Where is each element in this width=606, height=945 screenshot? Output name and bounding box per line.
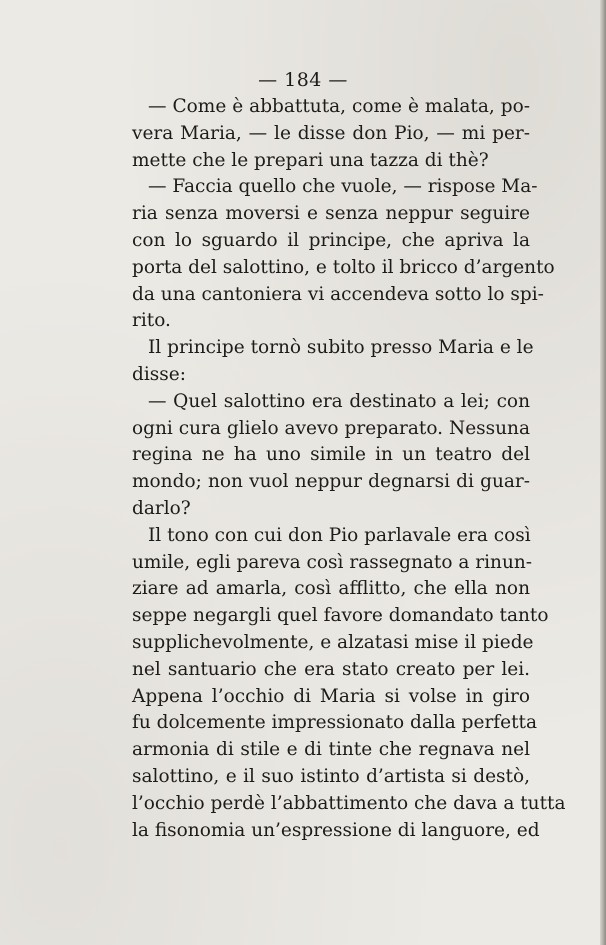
text-line: con lo sguardo il principe, che apriva la <box>132 229 530 251</box>
text-line: supplichevolmente, e alzatasi mise il piede <box>132 631 534 653</box>
text-line: Il principe tornò subito presso Maria e le <box>148 337 534 359</box>
text-line: da una cantoniera vi accendeva sotto lo spi- <box>132 283 544 305</box>
text-line: porta del salottino, e tolto il bricco d’argento <box>132 256 555 278</box>
text-line: disse: <box>132 363 186 385</box>
text-line: vera Maria, — le disse don Pio, — mi per- <box>132 122 530 144</box>
text-line: ogni cura glielo avevo preparato. Nessuna <box>132 417 530 439</box>
text-line: darlo? <box>132 497 191 519</box>
text-line: nel santuario che era stato creato per lei. <box>132 658 530 680</box>
text-line: rito. <box>132 310 171 332</box>
text-line: seppe negargli quel favore domandato tanto <box>132 605 549 627</box>
text-line: fu dolcemente impressionato dalla perfetta <box>132 712 537 734</box>
text-line: — Come è abbattuta, come è malata, po- <box>148 96 530 117</box>
text-line: — Faccia quello che vuole, — rispose Ma- <box>148 176 538 198</box>
body-text <box>132 94 566 844</box>
text-line: mondo; non vuol neppur degnarsi di guar- <box>132 471 530 493</box>
text-line: umile, egli pareva così rassegnato a rinun- <box>132 551 533 573</box>
text-line: salottino, e il suo istinto d’artista si destò, <box>132 765 530 787</box>
text-line: — Quel salottino era destinato a lei; con <box>148 390 530 412</box>
text-line: ria senza moversi e senza neppur seguire <box>132 203 530 225</box>
text-line: Appena l’occhio di Maria si volse in giro <box>132 685 530 707</box>
text-line: armonia di stile e di tinte che regnava nel <box>132 739 530 761</box>
text-line: la fisonomia un’espressione di languore, ed <box>132 819 540 841</box>
text-line: mette che le prepari una tazza di thè? <box>132 149 489 171</box>
text-line: ziare ad amarla, così afflitto, che ella non <box>132 578 530 600</box>
page-number: — 184 — <box>258 69 348 91</box>
text-line: regina ne ha uno simile in un teatro del <box>132 444 530 466</box>
page-edge <box>600 0 606 945</box>
text-line: Il tono con cui don Pio parlavale era così <box>148 524 531 546</box>
text-line: l’occhio perdè l’abbattimento che dava a tutta <box>132 792 566 814</box>
